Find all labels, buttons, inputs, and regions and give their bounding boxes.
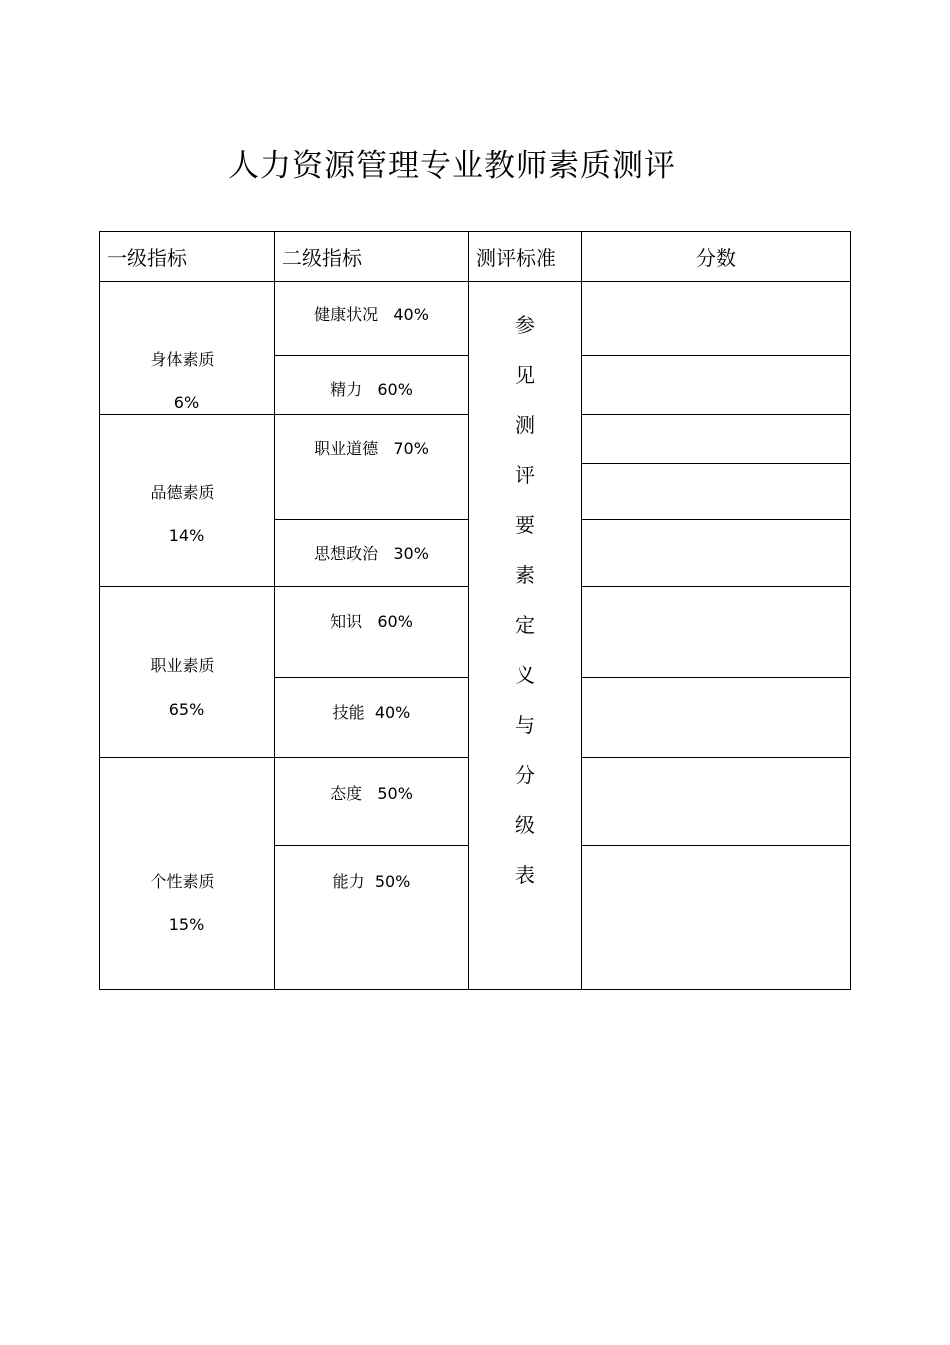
level2-name: 态度: [330, 784, 363, 803]
row-divider: [581, 677, 851, 678]
standard-char: 测: [515, 413, 535, 437]
standard-char: 参: [515, 313, 535, 337]
level1-name: 品德素质: [150, 483, 215, 502]
standard-char: 与: [515, 713, 535, 737]
standard-char: 见: [515, 363, 535, 387]
row-divider: [274, 519, 468, 520]
row-divider: [99, 757, 468, 758]
level1-weight: 14%: [168, 526, 205, 545]
level2-item: [275, 541, 468, 564]
row-divider: [99, 414, 468, 415]
level2-name: 健康状况: [314, 305, 379, 324]
row-divider: [581, 414, 851, 415]
level2-weight: 40%: [374, 703, 411, 722]
level2-name: 知识: [330, 612, 363, 631]
level2-weight: 70%: [393, 439, 429, 458]
level2-item: [275, 869, 468, 892]
level2-item: [275, 302, 468, 325]
level1-name: 个性素质: [150, 872, 215, 891]
row-divider: [99, 281, 851, 282]
row-divider: [581, 519, 851, 520]
row-divider: [581, 355, 851, 356]
header-score: 分数: [696, 246, 736, 270]
level2-weight: 60%: [377, 380, 413, 399]
level1-weight: 6%: [173, 393, 200, 412]
standard-char: 表: [515, 863, 535, 887]
standard-char: 定: [515, 613, 535, 637]
row-divider: [581, 757, 851, 758]
level2-item: [275, 781, 468, 804]
document-title: 人力资源管理专业教师素质测评: [228, 148, 676, 184]
level1-weight: 15%: [168, 915, 205, 934]
level2-item: [275, 377, 468, 400]
standard-char: 评: [515, 463, 535, 487]
level2-weight: 40%: [393, 305, 429, 324]
header-level2: 二级指标: [282, 246, 362, 270]
standard-char: 分: [515, 763, 535, 787]
level2-weight: 50%: [374, 872, 411, 891]
col-divider: [581, 231, 582, 990]
level2-weight: 50%: [377, 784, 413, 803]
header-level1: 一级指标: [107, 246, 187, 270]
standard-char: 要: [515, 513, 535, 537]
level2-name: 思想政治: [314, 544, 379, 563]
row-divider: [274, 677, 468, 678]
row-divider: [274, 845, 468, 846]
row-divider: [274, 355, 468, 356]
level2-item: [275, 700, 468, 723]
level1-name: 身体素质: [150, 350, 215, 369]
level2-name: 技能: [332, 703, 365, 722]
header-standard: 测评标准: [476, 246, 556, 270]
standard-char: 级: [515, 813, 535, 837]
level2-name: 精力: [330, 380, 363, 399]
row-divider: [581, 586, 851, 587]
row-divider: [99, 586, 468, 587]
standard-char: 义: [515, 663, 535, 687]
level1-weight: 65%: [168, 700, 205, 719]
level1-name: 职业素质: [150, 656, 215, 675]
standard-vertical-text: [469, 313, 581, 913]
level2-item: [275, 436, 468, 459]
level2-name: 能力: [332, 872, 365, 891]
level2-weight: 30%: [393, 544, 429, 563]
standard-char: 素: [515, 563, 535, 587]
row-divider: [581, 845, 851, 846]
level2-item: [275, 609, 468, 632]
level2-name: 职业道德: [314, 439, 379, 458]
row-divider: [581, 463, 851, 464]
level2-weight: 60%: [377, 612, 413, 631]
